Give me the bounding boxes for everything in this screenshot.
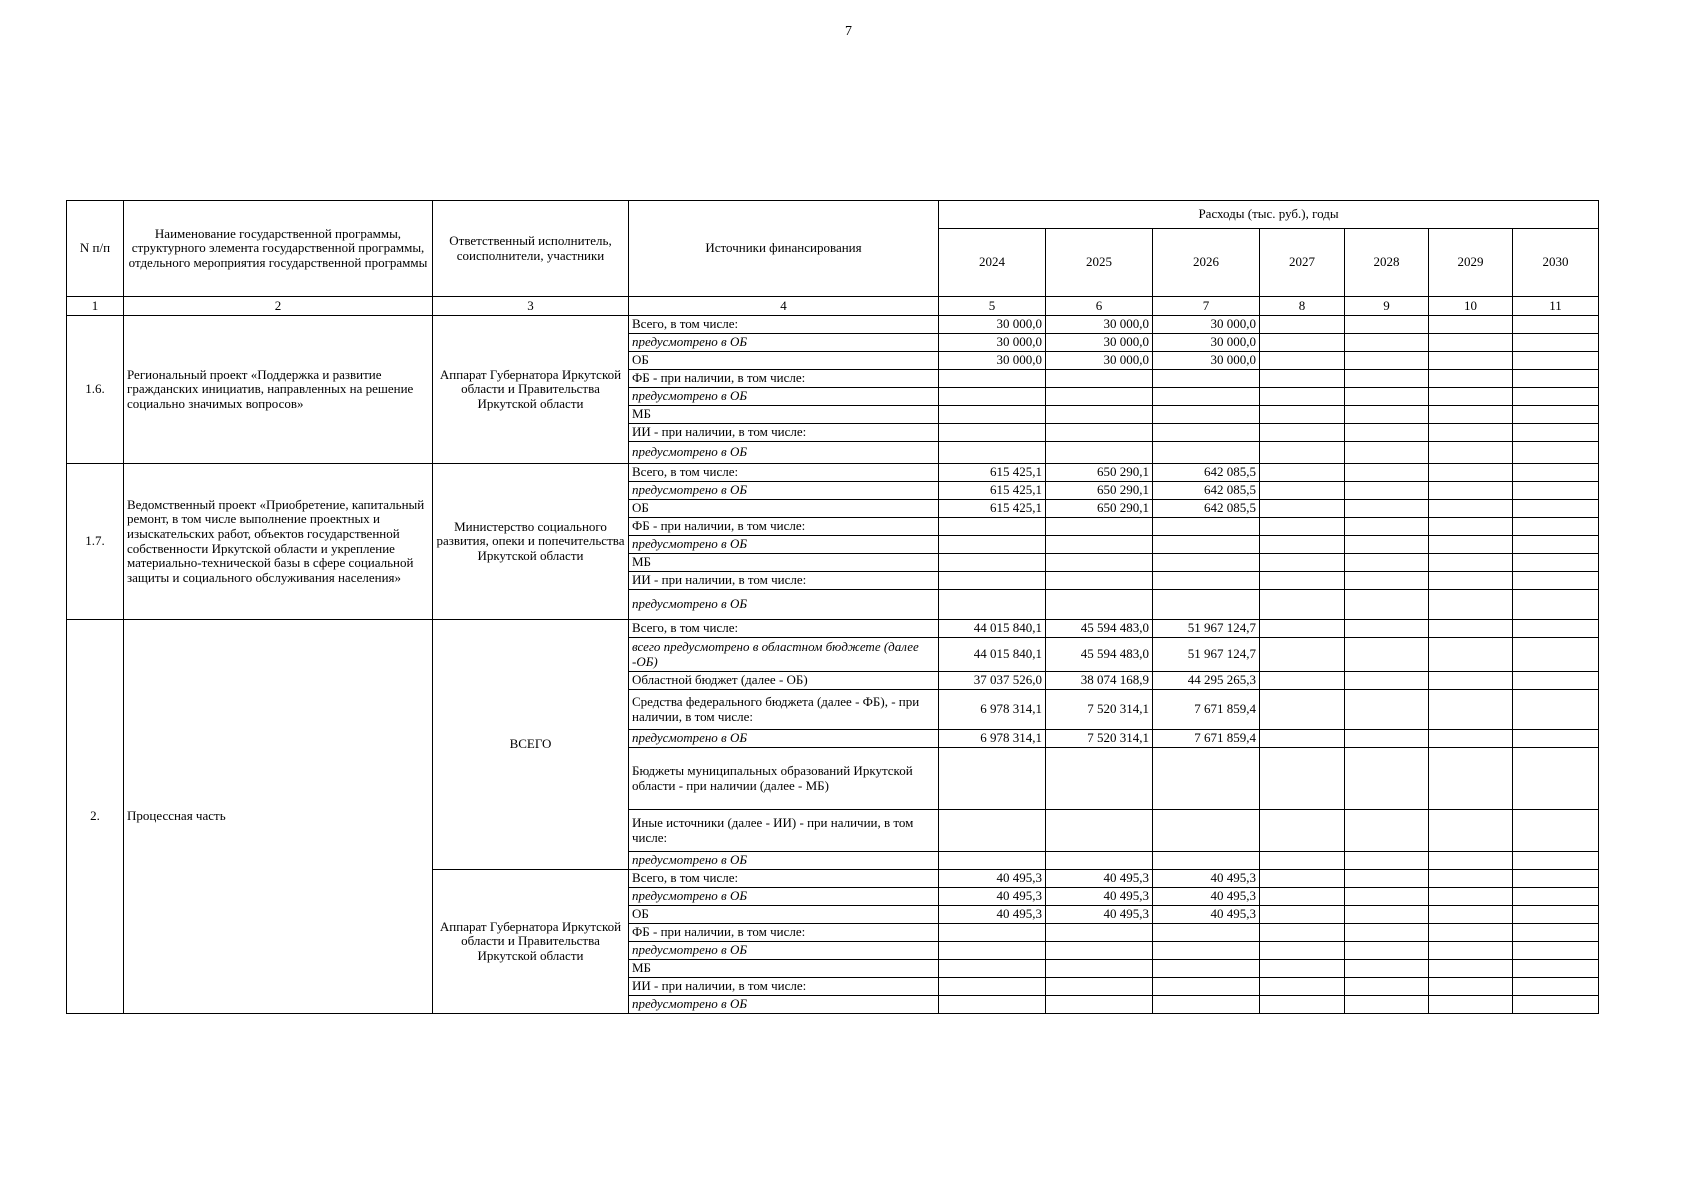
amount-cell: 38 074 168,9	[1046, 672, 1153, 690]
amount-cell	[1260, 424, 1345, 442]
program-name: Процессная часть	[124, 620, 433, 1014]
amount-cell	[1153, 996, 1260, 1014]
amount-cell	[1429, 906, 1513, 924]
amount-cell	[1345, 638, 1429, 672]
column-number: 8	[1260, 297, 1345, 316]
funding-source: ФБ - при наличии, в том числе:	[629, 370, 939, 388]
amount-cell	[939, 748, 1046, 810]
amount-cell: 615 425,1	[939, 464, 1046, 482]
amount-cell	[1345, 464, 1429, 482]
amount-cell	[1345, 810, 1429, 852]
amount-cell	[1260, 370, 1345, 388]
funding-source: предусмотрено в ОБ	[629, 942, 939, 960]
amount-cell	[1153, 406, 1260, 424]
amount-cell	[1429, 406, 1513, 424]
funding-source: предусмотрено в ОБ	[629, 730, 939, 748]
amount-cell	[1513, 748, 1599, 810]
amount-cell	[1260, 924, 1345, 942]
funding-source: МБ	[629, 960, 939, 978]
amount-cell: 40 495,3	[939, 906, 1046, 924]
amount-cell	[1513, 518, 1599, 536]
funding-source: Всего, в том числе:	[629, 870, 939, 888]
amount-cell: 7 520 314,1	[1046, 730, 1153, 748]
funding-source: ИИ - при наличии, в том числе:	[629, 572, 939, 590]
amount-cell	[1046, 590, 1153, 620]
amount-cell	[1345, 424, 1429, 442]
amount-cell: 642 085,5	[1153, 500, 1260, 518]
amount-cell	[1260, 590, 1345, 620]
amount-cell	[1345, 960, 1429, 978]
amount-cell	[1345, 370, 1429, 388]
amount-cell	[1260, 500, 1345, 518]
funding-source: ОБ	[629, 500, 939, 518]
responsible-executor: Министерство социального развития, опеки и попечительства Иркутской области	[433, 464, 629, 620]
amount-cell	[1429, 730, 1513, 748]
amount-cell	[1429, 482, 1513, 500]
funding-source: МБ	[629, 554, 939, 572]
amount-cell	[1513, 442, 1599, 464]
amount-cell	[1513, 978, 1599, 996]
funding-source: ОБ	[629, 352, 939, 370]
amount-cell: 650 290,1	[1046, 464, 1153, 482]
amount-cell	[1046, 924, 1153, 942]
amount-cell: 44 295 265,3	[1153, 672, 1260, 690]
amount-cell	[1513, 638, 1599, 672]
amount-cell: 40 495,3	[1046, 888, 1153, 906]
funding-source: Бюджеты муниципальных образований Иркутской области - при наличии (далее - МБ)	[629, 748, 939, 810]
amount-cell	[939, 960, 1046, 978]
column-number: 7	[1153, 297, 1260, 316]
amount-cell: 30 000,0	[939, 352, 1046, 370]
amount-cell	[939, 572, 1046, 590]
header-name: Наименование государственной программы, структурного элемента государственной программы, отдельного мероприятия государственной программы	[124, 201, 433, 297]
amount-cell	[1513, 870, 1599, 888]
column-number: 11	[1513, 297, 1599, 316]
amount-cell: 40 495,3	[939, 870, 1046, 888]
amount-cell	[1046, 996, 1153, 1014]
program-name: Региональный проект «Поддержка и развитие гражданских инициатив, направленных на решение социально значимых вопросов»	[124, 316, 433, 464]
amount-cell: 642 085,5	[1153, 482, 1260, 500]
column-number: 9	[1345, 297, 1429, 316]
amount-cell	[1153, 810, 1260, 852]
amount-cell	[1260, 638, 1345, 672]
amount-cell: 40 495,3	[1046, 870, 1153, 888]
amount-cell	[1345, 730, 1429, 748]
amount-cell	[1260, 536, 1345, 554]
amount-cell	[1046, 442, 1153, 464]
amount-cell: 40 495,3	[1153, 888, 1260, 906]
amount-cell	[1260, 406, 1345, 424]
amount-cell: 615 425,1	[939, 500, 1046, 518]
amount-cell	[1153, 572, 1260, 590]
amount-cell: 40 495,3	[1153, 906, 1260, 924]
amount-cell	[1429, 554, 1513, 572]
amount-cell	[1260, 572, 1345, 590]
amount-cell	[1429, 978, 1513, 996]
amount-cell	[1345, 406, 1429, 424]
amount-cell	[1046, 518, 1153, 536]
amount-cell	[1429, 672, 1513, 690]
amount-cell	[939, 810, 1046, 852]
amount-cell	[1429, 638, 1513, 672]
amount-cell	[1046, 388, 1153, 406]
amount-cell	[1345, 572, 1429, 590]
amount-cell: 7 671 859,4	[1153, 730, 1260, 748]
amount-cell	[1429, 748, 1513, 810]
header-year: 2027	[1260, 229, 1345, 297]
header-expenses: Расходы (тыс. руб.), годы	[939, 201, 1599, 229]
amount-cell	[1153, 424, 1260, 442]
amount-cell	[1345, 888, 1429, 906]
amount-cell: 30 000,0	[1046, 334, 1153, 352]
amount-cell: 30 000,0	[939, 334, 1046, 352]
amount-cell	[939, 424, 1046, 442]
header-year: 2026	[1153, 229, 1260, 297]
amount-cell	[1345, 536, 1429, 554]
amount-cell	[1046, 370, 1153, 388]
program-name: Ведомственный проект «Приобретение, капитальный ремонт, в том числе выполнение проектных и изыскательских работ, объектов государственной собственности Иркутской области и укрепление материально-технической базы в сфере социальной защиты и социального обслуживания населения»	[124, 464, 433, 620]
amount-cell	[1429, 942, 1513, 960]
funding-source: предусмотрено в ОБ	[629, 996, 939, 1014]
amount-cell	[1429, 316, 1513, 334]
amount-cell	[1153, 536, 1260, 554]
amount-cell	[1429, 924, 1513, 942]
header-year: 2024	[939, 229, 1046, 297]
amount-cell	[1513, 620, 1599, 638]
amount-cell	[1153, 960, 1260, 978]
amount-cell	[1345, 996, 1429, 1014]
row-number: 2.	[67, 620, 124, 1014]
budget-table	[66, 200, 1599, 1014]
amount-cell	[1345, 672, 1429, 690]
amount-cell	[1260, 810, 1345, 852]
amount-cell: 7 520 314,1	[1046, 690, 1153, 730]
amount-cell	[1513, 388, 1599, 406]
table-body	[67, 316, 1599, 1014]
amount-cell	[1046, 424, 1153, 442]
amount-cell	[1429, 590, 1513, 620]
amount-cell	[1046, 406, 1153, 424]
amount-cell	[1153, 942, 1260, 960]
amount-cell	[1429, 572, 1513, 590]
amount-cell: 30 000,0	[1153, 316, 1260, 334]
amount-cell	[1046, 960, 1153, 978]
column-number: 2	[124, 297, 433, 316]
amount-cell	[1513, 500, 1599, 518]
amount-cell: 7 671 859,4	[1153, 690, 1260, 730]
funding-source: Всего, в том числе:	[629, 464, 939, 482]
amount-cell	[1513, 316, 1599, 334]
amount-cell	[1046, 852, 1153, 870]
row-number: 1.6.	[67, 316, 124, 464]
amount-cell	[939, 518, 1046, 536]
amount-cell	[1260, 316, 1345, 334]
column-number: 4	[629, 297, 939, 316]
amount-cell	[1260, 672, 1345, 690]
amount-cell	[1345, 590, 1429, 620]
funding-source: Средства федерального бюджета (далее - ФБ), - при наличии, в том числе:	[629, 690, 939, 730]
amount-cell	[1429, 852, 1513, 870]
amount-cell	[1513, 730, 1599, 748]
amount-cell	[1429, 996, 1513, 1014]
amount-cell	[1513, 406, 1599, 424]
amount-cell	[1513, 996, 1599, 1014]
amount-cell	[1513, 424, 1599, 442]
amount-cell	[1260, 482, 1345, 500]
amount-cell: 40 495,3	[939, 888, 1046, 906]
responsible-executor: ВСЕГО	[433, 620, 629, 870]
funding-source: Всего, в том числе:	[629, 316, 939, 334]
amount-cell	[1260, 960, 1345, 978]
amount-cell	[1513, 924, 1599, 942]
amount-cell	[1046, 942, 1153, 960]
amount-cell	[939, 406, 1046, 424]
amount-cell	[1429, 464, 1513, 482]
table-row	[67, 464, 1599, 482]
amount-cell	[1429, 690, 1513, 730]
amount-cell	[1260, 352, 1345, 370]
amount-cell	[1345, 690, 1429, 730]
amount-cell	[1345, 352, 1429, 370]
funding-source: ФБ - при наличии, в том числе:	[629, 924, 939, 942]
amount-cell	[1153, 590, 1260, 620]
funding-source: предусмотрено в ОБ	[629, 388, 939, 406]
amount-cell	[1429, 888, 1513, 906]
amount-cell	[1345, 906, 1429, 924]
amount-cell	[1345, 924, 1429, 942]
funding-source: предусмотрено в ОБ	[629, 482, 939, 500]
amount-cell	[1345, 978, 1429, 996]
amount-cell	[1345, 748, 1429, 810]
amount-cell: 30 000,0	[1046, 352, 1153, 370]
amount-cell	[1429, 870, 1513, 888]
amount-cell: 45 594 483,0	[1046, 620, 1153, 638]
row-number: 1.7.	[67, 464, 124, 620]
amount-cell: 44 015 840,1	[939, 620, 1046, 638]
amount-cell: 51 967 124,7	[1153, 620, 1260, 638]
funding-source: ОБ	[629, 906, 939, 924]
column-number: 1	[67, 297, 124, 316]
amount-cell	[1429, 370, 1513, 388]
amount-cell: 30 000,0	[1153, 352, 1260, 370]
funding-source: ИИ - при наличии, в том числе:	[629, 424, 939, 442]
amount-cell: 642 085,5	[1153, 464, 1260, 482]
amount-cell	[939, 442, 1046, 464]
amount-cell	[1153, 388, 1260, 406]
funding-source: предусмотрено в ОБ	[629, 536, 939, 554]
amount-cell	[1260, 942, 1345, 960]
amount-cell	[1429, 334, 1513, 352]
amount-cell	[1513, 536, 1599, 554]
header-year: 2030	[1513, 229, 1599, 297]
funding-source: предусмотрено в ОБ	[629, 852, 939, 870]
header-source: Источники финансирования	[629, 201, 939, 297]
column-number: 5	[939, 297, 1046, 316]
amount-cell: 44 015 840,1	[939, 638, 1046, 672]
amount-cell	[939, 554, 1046, 572]
amount-cell	[1513, 960, 1599, 978]
amount-cell	[1153, 442, 1260, 464]
amount-cell	[939, 996, 1046, 1014]
amount-cell	[1345, 852, 1429, 870]
amount-cell	[939, 942, 1046, 960]
amount-cell: 6 978 314,1	[939, 730, 1046, 748]
responsible-executor: Аппарат Губернатора Иркутской области и Правительства Иркутской области	[433, 316, 629, 464]
responsible-executor: Аппарат Губернатора Иркутской области и Правительства Иркутской области	[433, 870, 629, 1014]
amount-cell	[1153, 978, 1260, 996]
amount-cell	[1153, 924, 1260, 942]
amount-cell	[1345, 442, 1429, 464]
amount-cell	[1046, 748, 1153, 810]
amount-cell	[1345, 334, 1429, 352]
amount-cell	[1345, 500, 1429, 518]
amount-cell	[1513, 942, 1599, 960]
amount-cell: 650 290,1	[1046, 500, 1153, 518]
column-number: 6	[1046, 297, 1153, 316]
amount-cell: 30 000,0	[1046, 316, 1153, 334]
amount-cell	[1429, 388, 1513, 406]
amount-cell	[1513, 888, 1599, 906]
amount-cell	[1513, 464, 1599, 482]
amount-cell: 45 594 483,0	[1046, 638, 1153, 672]
amount-cell	[1513, 554, 1599, 572]
funding-source: ФБ - при наличии, в том числе:	[629, 518, 939, 536]
amount-cell	[1153, 748, 1260, 810]
amount-cell	[939, 852, 1046, 870]
funding-source: Всего, в том числе:	[629, 620, 939, 638]
amount-cell	[1153, 852, 1260, 870]
amount-cell	[1513, 572, 1599, 590]
funding-source: МБ	[629, 406, 939, 424]
amount-cell	[1260, 730, 1345, 748]
amount-cell	[1153, 370, 1260, 388]
amount-cell	[1046, 978, 1153, 996]
amount-cell	[1260, 852, 1345, 870]
amount-cell: 40 495,3	[1153, 870, 1260, 888]
funding-source: Иные источники (далее - ИИ) - при наличии, в том числе:	[629, 810, 939, 852]
amount-cell	[1046, 536, 1153, 554]
amount-cell	[1513, 590, 1599, 620]
amount-cell	[1429, 518, 1513, 536]
amount-cell	[1513, 810, 1599, 852]
amount-cell	[1345, 518, 1429, 536]
amount-cell	[1345, 388, 1429, 406]
amount-cell: 40 495,3	[1046, 906, 1153, 924]
amount-cell	[1046, 810, 1153, 852]
header-year: 2028	[1345, 229, 1429, 297]
funding-source: предусмотрено в ОБ	[629, 590, 939, 620]
amount-cell	[939, 536, 1046, 554]
amount-cell	[1260, 888, 1345, 906]
amount-cell	[1513, 906, 1599, 924]
funding-source: предусмотрено в ОБ	[629, 888, 939, 906]
funding-source: предусмотрено в ОБ	[629, 442, 939, 464]
amount-cell	[1260, 748, 1345, 810]
amount-cell	[1260, 996, 1345, 1014]
column-number: 3	[433, 297, 629, 316]
amount-cell	[1345, 620, 1429, 638]
amount-cell	[1260, 620, 1345, 638]
amount-cell	[1260, 978, 1345, 996]
amount-cell	[1429, 536, 1513, 554]
amount-cell	[1513, 334, 1599, 352]
funding-source: предусмотрено в ОБ	[629, 334, 939, 352]
amount-cell	[1345, 942, 1429, 960]
amount-cell	[1429, 500, 1513, 518]
header-year: 2025	[1046, 229, 1153, 297]
amount-cell	[1046, 572, 1153, 590]
amount-cell	[1513, 690, 1599, 730]
funding-source: ИИ - при наличии, в том числе:	[629, 978, 939, 996]
amount-cell: 30 000,0	[939, 316, 1046, 334]
table-row	[67, 620, 1599, 638]
amount-cell	[1345, 870, 1429, 888]
amount-cell	[1260, 518, 1345, 536]
amount-cell	[1429, 352, 1513, 370]
amount-cell	[1260, 554, 1345, 572]
column-number: 10	[1429, 297, 1513, 316]
amount-cell	[939, 590, 1046, 620]
amount-cell	[1260, 334, 1345, 352]
amount-cell	[1513, 482, 1599, 500]
amount-cell	[1260, 388, 1345, 406]
amount-cell	[1153, 518, 1260, 536]
amount-cell	[1046, 554, 1153, 572]
amount-cell: 37 037 526,0	[939, 672, 1046, 690]
amount-cell	[1429, 620, 1513, 638]
amount-cell	[1260, 690, 1345, 730]
header-year: 2029	[1429, 229, 1513, 297]
amount-cell	[1429, 424, 1513, 442]
amount-cell	[1153, 554, 1260, 572]
amount-cell	[939, 978, 1046, 996]
amount-cell: 650 290,1	[1046, 482, 1153, 500]
amount-cell	[1345, 316, 1429, 334]
amount-cell	[1260, 442, 1345, 464]
header-num: N п/п	[67, 201, 124, 297]
amount-cell	[1260, 870, 1345, 888]
amount-cell	[1429, 960, 1513, 978]
amount-cell: 30 000,0	[1153, 334, 1260, 352]
amount-cell	[939, 924, 1046, 942]
page-number: 7	[845, 24, 852, 39]
amount-cell	[1429, 442, 1513, 464]
amount-cell	[1429, 810, 1513, 852]
funding-source: всего предусмотрено в областном бюджете (далее -ОБ)	[629, 638, 939, 672]
amount-cell	[1260, 464, 1345, 482]
amount-cell	[939, 388, 1046, 406]
table-row	[67, 316, 1599, 334]
amount-cell: 6 978 314,1	[939, 690, 1046, 730]
amount-cell: 615 425,1	[939, 482, 1046, 500]
amount-cell	[1513, 672, 1599, 690]
amount-cell	[1513, 352, 1599, 370]
amount-cell	[1513, 370, 1599, 388]
amount-cell	[1345, 554, 1429, 572]
amount-cell	[1345, 482, 1429, 500]
amount-cell	[939, 370, 1046, 388]
funding-source: Областной бюджет (далее - ОБ)	[629, 672, 939, 690]
header-executor: Ответственный исполнитель, соисполнители, участники	[433, 201, 629, 297]
amount-cell	[1260, 906, 1345, 924]
amount-cell: 51 967 124,7	[1153, 638, 1260, 672]
amount-cell	[1513, 852, 1599, 870]
